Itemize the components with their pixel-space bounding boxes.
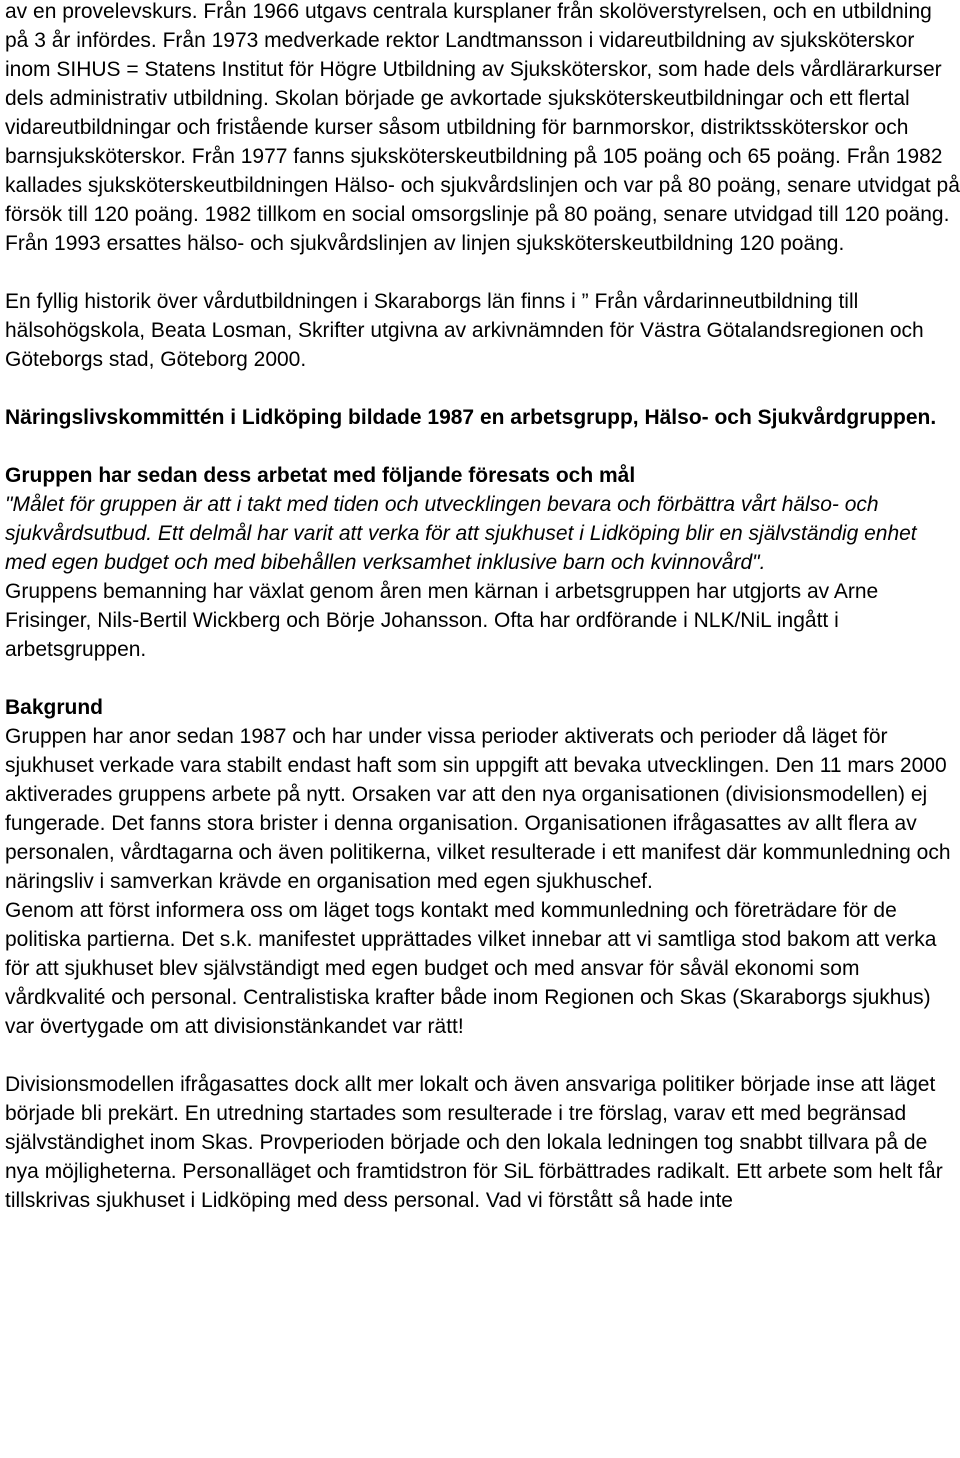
background-paragraph: Gruppen har anor sedan 1987 och har under vissa perioder aktiverats och perioder då läget för sjukhuset verkade vara stabilt endast haft som sin uppgift att bevaka utvecklingen. Den 11 mars 2000 aktiverades gruppens arbete på nytt. Orsaken var att den nya organisationen (divisionsmodellen) ej fungerade. Det fanns stora brister i denna organisation. Organisationen ifrågasattes av allt flera av personalen, vårdtagarna och även politikerna, vilket resulterade i ett manifest där kommunledning och näringsliv i samverkan krävde en organisation med egen sjukhuschef. <box>5 725 951 893</box>
background-heading: Bakgrund <box>5 696 104 719</box>
committee-heading: Näringslivskommittén i Lidköping bildade 1987 en arbetsgrupp, Hälso- och Sjukvårdgruppen. <box>5 406 937 429</box>
manifest-paragraph: Genom att först informera oss om läget togs kontakt med kommunledning och företrädare för de politiska partierna. Det s.k. manifestet upprättades vilket innebar att vi samtliga stod bakom att verka för att sjukhuset blev självständigt med egen budget och med ansvar för såväl ekonomi som vårdkvalité och personal. Centralistiska krafter både inom Regionen och Skas (Skaraborgs sjukhus) var övertygade om att divisionstänkandet var rätt! <box>5 899 937 1038</box>
intro-paragraph: av en provelevskurs. Från 1966 utgavs centrala kursplaner från skolöverstyrelsen, och en utbildning på 3 år infördes. Från 1973 medverkade rektor Landtmansson i vidareutbildning av sjuksköterskor inom SIHUS = Statens Institut för Högre Utbildning av Sjuksköterskor, som hade dels vårdlärarkurser dels administrativ utbildning. Skolan började ge avkortade sjuksköterskeutbildningar och ett flertal vidareutbildningar och fristående kurser såsom utbildning för barnmorskor, distriktssköterskor och barnsjuksköterskor. Från 1977 fanns sjuksköterskeutbildning på 105 poäng och 65 poäng. Från 1982 kallades sjuksköterskeutbildningen Hälso- och sjukvårdslinjen och var på 80 poäng, senare utvidgat på försök till 120 poäng. 1982 tillkom en social omsorgslinje på 80 poäng, senare utvidgad till 120 poäng. Från 1993 ersattes hälso- och sjukvårdslinjen av linjen sjuksköterskeutbildning 120 poäng. <box>5 0 960 255</box>
paragraph-spacer <box>5 1041 960 1070</box>
paragraph-spacer <box>5 374 960 403</box>
division-paragraph: Divisionsmodellen ifrågasattes dock allt mer lokalt och även ansvariga politiker började inse att läget började bli prekärt. En utredning startades som resulterade i tre förslag, varav ett med begränsad självständighet inom Skas. Provperioden började och den lokala ledningen tog snabbt tillvara på de nya möjligheterna. Personalläget och framtidstron för SiL förbättrades radikalt. Ett arbete som helt får tillskrivas sjukhuset i Lidköping med dess personal. Vad vi förstått så hade inte <box>5 1073 943 1212</box>
goal-quote: "Målet för gruppen är att i takt med tiden och utvecklingen bevara och förbättra vårt hälso- och sjukvårdsutbud. Ett delmål har varit att verka för att sjukhuset i Lidköping blir en självständig enhet med egen budget och med bibehållen verksamhet inklusive barn och kvinnovård". <box>5 493 917 574</box>
goal-heading: Gruppen har sedan dess arbetat med följande föresats och mål <box>5 464 636 487</box>
staffing-paragraph: Gruppens bemanning har växlat genom åren men kärnan i arbetsgruppen har utgjorts av Arne Frisinger, Nils-Bertil Wickberg och Börje Johansson. Ofta har ordförande i NLK/NiL ingått i arbetsgruppen. <box>5 580 879 661</box>
paragraph-spacer <box>5 664 960 693</box>
paragraph-spacer <box>5 258 960 287</box>
history-paragraph: En fyllig historik över vårdutbildningen i Skaraborgs län finns i ” Från vårdarinneutbildning till hälsohögskola, Beata Losman, Skrifter utgivna av arkivnämnden för Västra Götalandsregionen och Göteborgs stad, Göteborg 2000. <box>5 290 924 371</box>
paragraph-spacer <box>5 432 960 461</box>
